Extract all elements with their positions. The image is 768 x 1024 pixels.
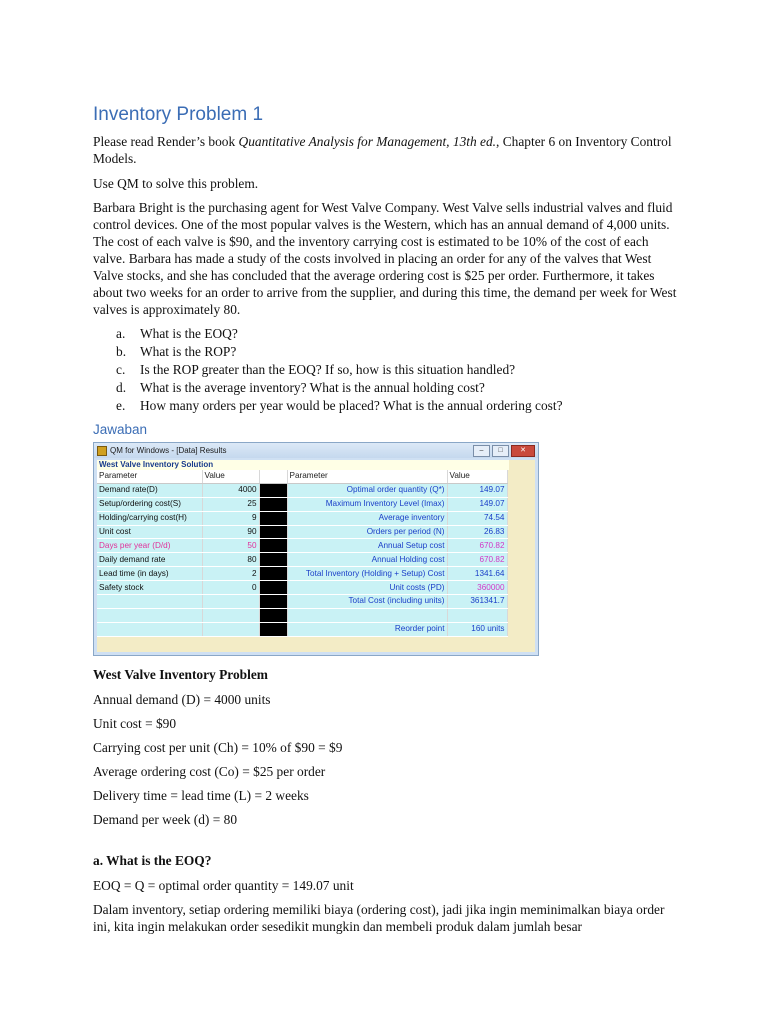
result-parameter: Reorder point — [287, 622, 447, 636]
input-value: 25 — [202, 497, 259, 511]
input-value: 80 — [202, 553, 259, 567]
eoq-explanation: Dalam inventory, setiap ordering memiliki biaya (ordering cost), jadi jika ingin meminimalkan biaya order ini, kita ingin melakukan order sesedikit mungkin dan membeli produk dalam jumlah besar — [93, 902, 665, 934]
separator-cell — [259, 497, 287, 511]
intro-paragraph — [93, 133, 683, 167]
given-line: Delivery time = lead time (L) = 2 weeks — [93, 788, 309, 803]
solution-title: West Valve Inventory Solution — [97, 460, 509, 470]
result-parameter — [287, 608, 447, 622]
question-letter: b. — [116, 344, 127, 359]
separator-cell — [259, 511, 287, 525]
qm-results-panel — [97, 460, 535, 652]
qm-window-screenshot — [93, 442, 539, 656]
result-parameter: Total Inventory (Holding + Setup) Cost — [287, 567, 447, 581]
list-item — [116, 361, 683, 379]
table-row — [97, 622, 507, 636]
question-text: What is the EOQ? — [140, 326, 238, 341]
input-value: 9 — [202, 511, 259, 525]
result-value: 670.82 — [447, 539, 507, 553]
input-parameter: Safety stock — [97, 581, 202, 595]
separator-cell — [259, 581, 287, 595]
list-item — [116, 379, 683, 397]
maximize-icon: □ — [492, 445, 509, 457]
given-line: Unit cost = $90 — [93, 716, 177, 731]
question-letter: e. — [116, 398, 126, 413]
result-parameter: Annual Holding cost — [287, 553, 447, 567]
input-parameter: Days per year (D/d) — [97, 539, 202, 553]
input-value — [202, 595, 259, 609]
list-item — [116, 397, 683, 415]
result-parameter: Optimal order quantity (Q*) — [287, 483, 447, 497]
result-value: 360000 — [447, 581, 507, 595]
table-row — [97, 497, 507, 511]
result-parameter: Orders per period (N) — [287, 525, 447, 539]
table-row — [97, 581, 507, 595]
result-value: 670.82 — [447, 553, 507, 567]
input-parameter — [97, 595, 202, 609]
list-item — [116, 325, 683, 343]
input-parameter: Daily demand rate — [97, 553, 202, 567]
input-parameter: Holding/carrying cost(H) — [97, 511, 202, 525]
question-list — [93, 325, 683, 415]
close-icon: ✕ — [511, 445, 535, 457]
column-header: Value — [447, 470, 507, 483]
table-row — [97, 595, 507, 609]
document-page — [93, 96, 683, 942]
answer-section-heading: West Valve Inventory Problem — [93, 667, 268, 682]
input-parameter: Unit cost — [97, 525, 202, 539]
separator-cell — [259, 608, 287, 622]
book-title: Quantitative Analysis for Management, 13th ed. — [238, 134, 497, 149]
question-text: What is the average inventory? What is the annual holding cost? — [140, 380, 485, 395]
result-parameter: Annual Setup cost — [287, 539, 447, 553]
column-header: Parameter — [97, 470, 202, 483]
question-text: How many orders per year would be placed? What is the annual ordering cost? — [140, 398, 563, 413]
given-line: Carrying cost per unit (Ch) = 10% of $90 = $9 — [93, 740, 343, 755]
problem-paragraph: Barbara Bright is the purchasing agent for West Valve Company. West Valve sells industrial valves and fluid control devices. One of the most popular valves is the Western, which has an annual demand of 4,000 units. The cost of each valve is $90, and the inventory carrying cost is estimated to be 10% of the cost of each valve. Barbara has made a study of the costs involved in placing an order for any of the valves that West Valve stocks, and she has concluded that the average ordering cost is $25 per order. Furthermore, it takes about two weeks for an order to arrive from the supplier, and during this time, the demand per week for West valves is approximately 80. — [93, 200, 677, 317]
instruction-text: Use QM to solve this problem. — [93, 176, 259, 191]
result-value: 149.07 — [447, 483, 507, 497]
given-line: Demand per week (d) = 80 — [93, 812, 238, 827]
result-value: 160 units — [447, 622, 507, 636]
answer-section — [93, 666, 683, 935]
minimize-icon: – — [473, 445, 490, 457]
qm-window-title: QM for Windows - [Data] Results — [110, 446, 227, 455]
input-parameter — [97, 608, 202, 622]
given-line: Annual demand (D) = 4000 units — [93, 692, 271, 707]
result-parameter: Unit costs (PD) — [287, 581, 447, 595]
column-header: Value — [202, 470, 259, 483]
table-row — [97, 525, 507, 539]
input-value: 50 — [202, 539, 259, 553]
input-value — [202, 622, 259, 636]
table-row — [97, 553, 507, 567]
separator-cell — [259, 553, 287, 567]
column-header: Parameter — [287, 470, 447, 483]
table-row — [97, 608, 507, 622]
result-value: 74.54 — [447, 511, 507, 525]
table-row — [97, 483, 507, 497]
answer-heading: Jawaban — [93, 422, 148, 437]
question-text: Is the ROP greater than the EOQ? If so, how is this situation handled? — [140, 362, 516, 377]
input-value: 0 — [202, 581, 259, 595]
separator-cell — [259, 595, 287, 609]
separator-cell — [259, 525, 287, 539]
separator-cell — [259, 539, 287, 553]
table-row — [97, 511, 507, 525]
separator-cell — [259, 622, 287, 636]
list-item — [116, 343, 683, 361]
result-value — [447, 608, 507, 622]
input-value: 4000 — [202, 483, 259, 497]
table-row — [97, 567, 507, 581]
question-letter: d. — [116, 380, 127, 395]
input-parameter: Setup/ordering cost(S) — [97, 497, 202, 511]
result-parameter: Total Cost (including units) — [287, 595, 447, 609]
intro-text-before: Please read Render’s book — [93, 134, 239, 149]
column-header-spacer — [259, 470, 287, 483]
input-value — [202, 608, 259, 622]
table-row — [97, 539, 507, 553]
intro-text-after: , Chapter 6 on Inventory Control Models. — [93, 134, 672, 166]
results-table — [97, 470, 508, 637]
input-value: 90 — [202, 525, 259, 539]
eoq-answer-line: EOQ = Q = optimal order quantity = 149.07 unit — [93, 878, 354, 893]
app-icon — [97, 446, 107, 456]
input-parameter — [97, 622, 202, 636]
result-parameter: Average inventory — [287, 511, 447, 525]
input-value: 2 — [202, 567, 259, 581]
qm-titlebar — [94, 443, 538, 458]
input-parameter: Demand rate(D) — [97, 483, 202, 497]
question-letter: c. — [116, 362, 126, 377]
result-parameter: Maximum Inventory Level (Imax) — [287, 497, 447, 511]
separator-cell — [259, 567, 287, 581]
separator-cell — [259, 483, 287, 497]
result-value: 149.07 — [447, 497, 507, 511]
table-header-row — [97, 470, 507, 483]
result-value: 361341.7 — [447, 595, 507, 609]
page-title: Inventory Problem 1 — [93, 104, 264, 125]
question-text: What is the ROP? — [140, 344, 237, 359]
question-a-heading: a. What is the EOQ? — [93, 853, 212, 868]
given-line: Average ordering cost (Co) = $25 per order — [93, 764, 326, 779]
result-value: 1341.64 — [447, 567, 507, 581]
result-value: 26.83 — [447, 525, 507, 539]
question-letter: a. — [116, 326, 126, 341]
input-parameter: Lead time (in days) — [97, 567, 202, 581]
